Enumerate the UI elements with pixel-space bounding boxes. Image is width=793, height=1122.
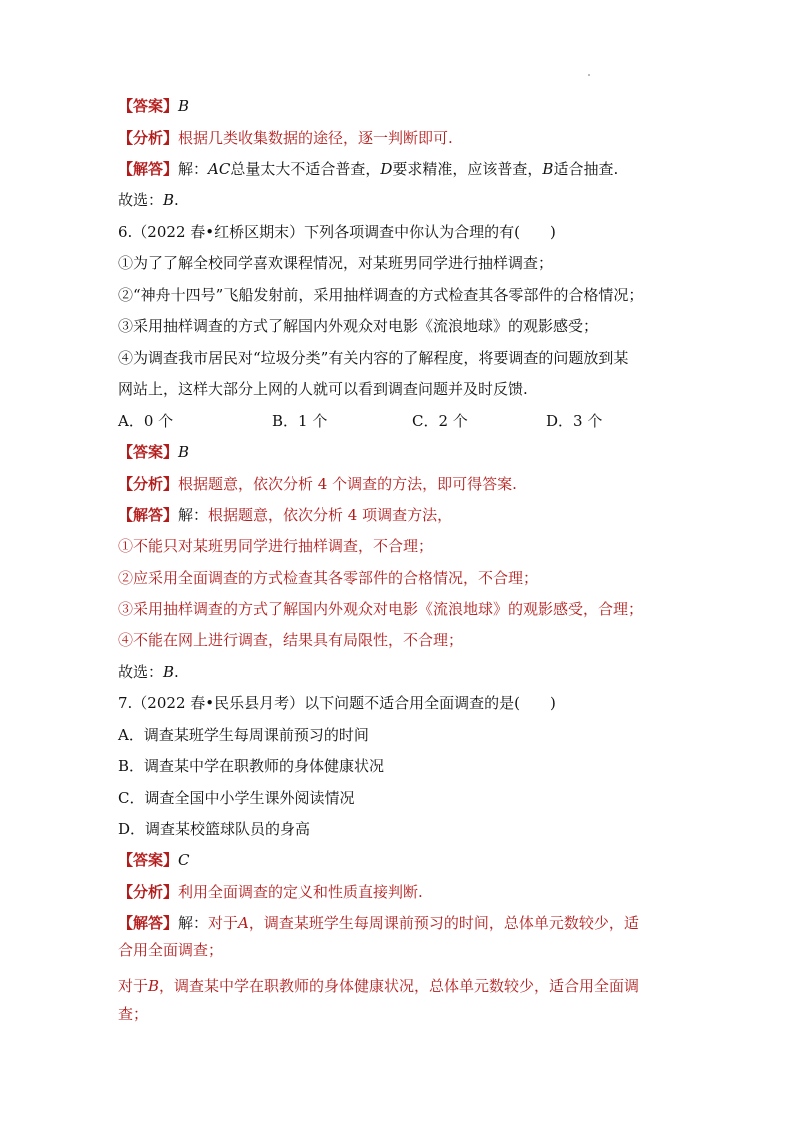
solution-text: ，调查某中学在职教师的身体健康状况，总体单元数较少，适合用全面调	[159, 977, 640, 995]
choose-value: B	[163, 191, 175, 209]
answer-value: B	[178, 97, 190, 115]
q6-stem: 6.（2022 春•红桥区期末）下列各项调查中你认为合理的有( )	[118, 223, 556, 241]
solution-var: B	[542, 160, 554, 178]
q7-analysis-line	[118, 882, 698, 902]
q6-answer-line	[118, 442, 698, 462]
solution-text: 对于	[118, 977, 149, 995]
analysis-text: 根据题意，依次分析 4 个调查的方法，即可得答案.	[178, 475, 517, 493]
solution-text: 适合抽查.	[553, 160, 619, 178]
q6-option-c: C．2 个	[412, 412, 468, 430]
solution-text: 根据题意，依次分析 4 项调查方法，	[208, 506, 453, 524]
scan-speck	[588, 74, 590, 76]
q5-answer-line	[118, 96, 698, 116]
answer-value: B	[178, 443, 190, 461]
choose-end: .	[174, 663, 179, 681]
analysis-tag: 【分析】	[118, 475, 179, 493]
answer-tag: 【答案】	[118, 443, 179, 461]
q6-choose-line	[118, 662, 698, 682]
q6-option-d: D．3 个	[546, 412, 603, 430]
analysis-text: 根据几类收集数据的途径，逐一判断即可.	[178, 129, 453, 147]
answer-value: C	[178, 851, 190, 869]
solution-text: ，调查某班学生每周课前预习的时间，总体单元数较少，适	[248, 914, 639, 932]
analysis-text: 利用全面调查的定义和性质直接判断.	[178, 883, 423, 901]
choose-end: .	[174, 191, 179, 209]
solution-var: B	[148, 977, 160, 995]
q7-option-c: C．调查全国中小学生课外阅读情况	[118, 789, 355, 807]
choose-label: 故选：	[118, 191, 164, 209]
q7-option-d: D．调查某校篮球队员的身高	[118, 820, 311, 838]
analysis-tag: 【分析】	[118, 883, 179, 901]
solution-text: 要求精准，应该普查，	[392, 160, 543, 178]
q6-item-3: ③采用抽样调查的方式了解国内外观众对电影《流浪地球》的观影感受；	[118, 317, 599, 335]
q5-analysis-line	[118, 128, 698, 148]
q6-item-4-line2: 网站上，这样大部分上网的人就可以看到调查问题并及时反馈.	[118, 380, 528, 398]
solution-var: AC	[208, 160, 231, 178]
q6-item-4-line1: ④为调查我市居民对“垃圾分类”有关内容的了解程度，将要调查的问题放到某	[118, 349, 629, 367]
answer-tag: 【答案】	[118, 97, 179, 115]
q7-option-b: B．调查某中学在职教师的身体健康状况	[118, 757, 385, 775]
q6-solution-1: ①不能只对某班男同学进行抽样调查，不合理；	[118, 537, 434, 555]
q6-item-1: ①为了了解全校同学喜欢课程情况，对某班男同学进行抽样调查；	[118, 254, 554, 272]
solution-text: 总量太大不适合普查，	[230, 160, 381, 178]
q7-option-a: A．调查某班学生每周课前预习的时间	[118, 726, 369, 744]
q6-item-2: ②“神舟十四号”飞船发射前，采用抽样调查的方式检查其各零部件的合格情况；	[118, 286, 644, 304]
analysis-tag: 【分析】	[118, 129, 179, 147]
q7-solution-b-cont: 查；	[118, 1005, 149, 1023]
q7-solution-b	[118, 976, 698, 996]
q7-solution-line	[118, 913, 698, 933]
q6-solution-2: ②应采用全面调查的方式检查其各零部件的合格情况，不合理；	[118, 569, 539, 587]
solution-text: 对于	[208, 914, 239, 932]
q7-answer-line	[118, 850, 698, 870]
q7-stem: 7.（2022 春•民乐县月考）以下问题不适合用全面调查的是( )	[118, 694, 556, 712]
solution-var: D	[380, 160, 393, 178]
solution-var: A	[238, 914, 249, 932]
solution-tag: 【解答】	[118, 914, 179, 932]
q6-solution-4: ④不能在网上进行调查，结果具有局限性，不合理；	[118, 631, 464, 649]
q6-analysis-line	[118, 474, 698, 494]
solution-text: 解：	[178, 506, 209, 524]
solution-text: 解：	[178, 160, 209, 178]
q5-solution-line	[118, 159, 698, 179]
solution-tag: 【解答】	[118, 160, 179, 178]
q6-solution-line	[118, 505, 698, 525]
q6-solution-3: ③采用抽样调查的方式了解国内外观众对电影《流浪地球》的观影感受，合理；	[118, 600, 644, 618]
q6-option-a: A．0 个	[118, 412, 174, 430]
choose-value: B	[163, 663, 175, 681]
choose-label: 故选：	[118, 663, 164, 681]
q7-solution-a-cont: 合用全面调查；	[118, 941, 224, 959]
solution-text: 解：	[178, 914, 209, 932]
q6-option-b: B．1 个	[272, 412, 328, 430]
q5-choose-line	[118, 190, 698, 210]
solution-tag: 【解答】	[118, 506, 179, 524]
answer-tag: 【答案】	[118, 851, 179, 869]
